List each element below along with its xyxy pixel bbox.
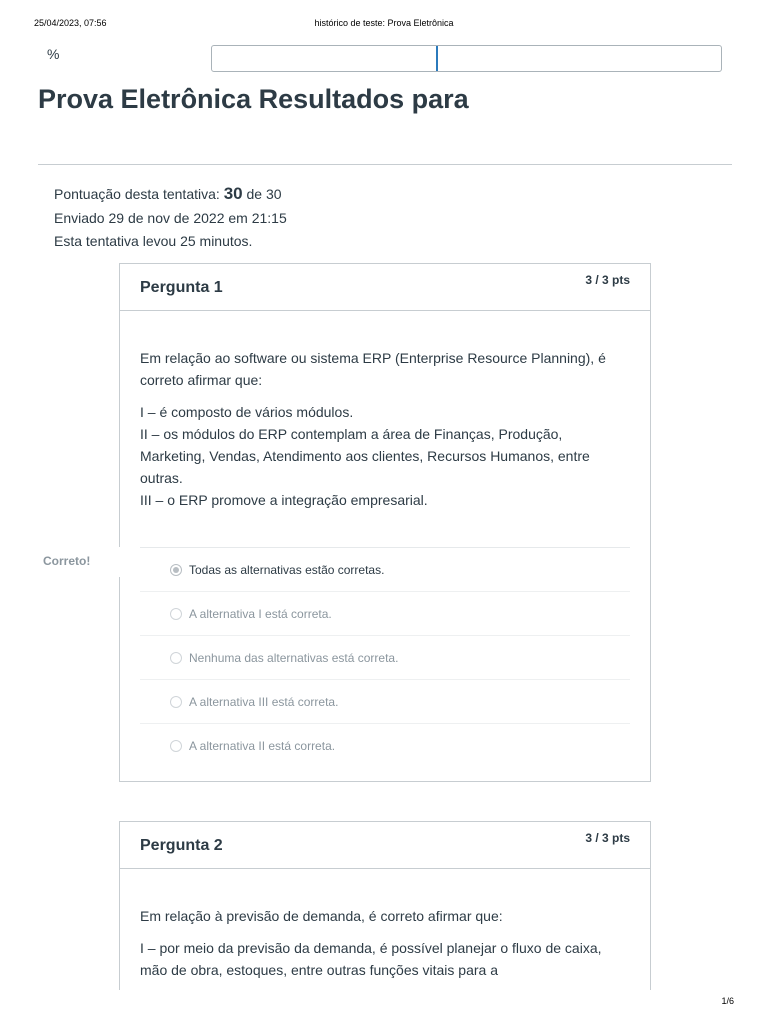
question-1-statement-2: II – os módulos do ERP contemplam a área de Finanças, Produção, Marketing, Vendas, Atendimento aos clientes, Recursos Humanos, entre outras. (140, 426, 590, 486)
title-divider (38, 164, 732, 165)
question-2-text (120, 869, 650, 981)
question-2-statement-1: I – por meio da previsão da demanda, é possível planejar o fluxo de caixa, mão de obra, estoques, entre outras funções vitais para a (140, 940, 602, 978)
answer-label: Todas as alternativas estão corretas. (189, 562, 385, 577)
score-suffix: de 30 (242, 186, 282, 202)
progress-bar (211, 45, 722, 72)
print-datetime: 25/04/2023, 07:56 (34, 18, 107, 28)
question-1-statement-3: III – o ERP promove a integração empresarial. (140, 492, 428, 508)
question-1-points: 3 / 3 pts (585, 273, 630, 287)
duration-line: Esta tentativa levou 25 minutos. (54, 233, 253, 249)
question-1-title: Pergunta 1 (140, 279, 223, 296)
question-1-answers (140, 547, 630, 768)
answer-label: A alternativa III está correta. (189, 694, 339, 709)
page-bottom-margin (0, 990, 768, 1024)
question-2-intro: Em relação à previsão de demanda, é correto afirmar que: (140, 908, 503, 924)
question-1-header (120, 264, 650, 311)
answer-label: A alternativa I está correta. (189, 606, 332, 621)
question-1 (119, 263, 651, 782)
radio-icon[interactable] (170, 652, 182, 664)
answer-label: A alternativa II está correta. (189, 739, 336, 753)
correct-answer-badge: Correto! (38, 547, 124, 577)
question-2-header (120, 822, 650, 869)
radio-selected-icon[interactable] (170, 564, 182, 576)
answer-option[interactable] (140, 724, 630, 768)
question-1-intro: Em relação ao software ou sistema ERP (Enterprise Resource Planning), é correto afirmar que: (140, 350, 606, 388)
radio-icon[interactable] (170, 696, 182, 708)
page-title: Prova Eletrônica Resultados para (38, 84, 469, 114)
radio-icon[interactable] (170, 608, 182, 620)
score-line (54, 182, 287, 207)
answer-option[interactable] (140, 680, 630, 724)
radio-icon[interactable] (170, 740, 182, 752)
question-1-text (120, 311, 650, 511)
score-prefix: Pontuação desta tentativa: (54, 186, 224, 202)
answer-option[interactable] (140, 636, 630, 680)
page-number: 1/6 (721, 996, 734, 1006)
question-2-title: Pergunta 2 (140, 837, 223, 854)
score-value: 30 (223, 184, 243, 203)
print-document-title: histórico de teste: Prova Eletrônica (314, 18, 454, 28)
attempt-summary (54, 182, 287, 254)
progress-marker (436, 46, 438, 71)
answer-option[interactable] (140, 592, 630, 636)
submitted-line: Enviado 29 de nov de 2022 em 21:15 (54, 209, 287, 226)
answer-label: Nenhuma das alternativas está correta. (189, 650, 399, 665)
question-2-points: 3 / 3 pts (585, 831, 630, 845)
progress-percent-label: % (47, 46, 60, 62)
answer-option[interactable] (140, 548, 630, 592)
question-1-statement-1: I – é composto de vários módulos. (140, 404, 354, 420)
